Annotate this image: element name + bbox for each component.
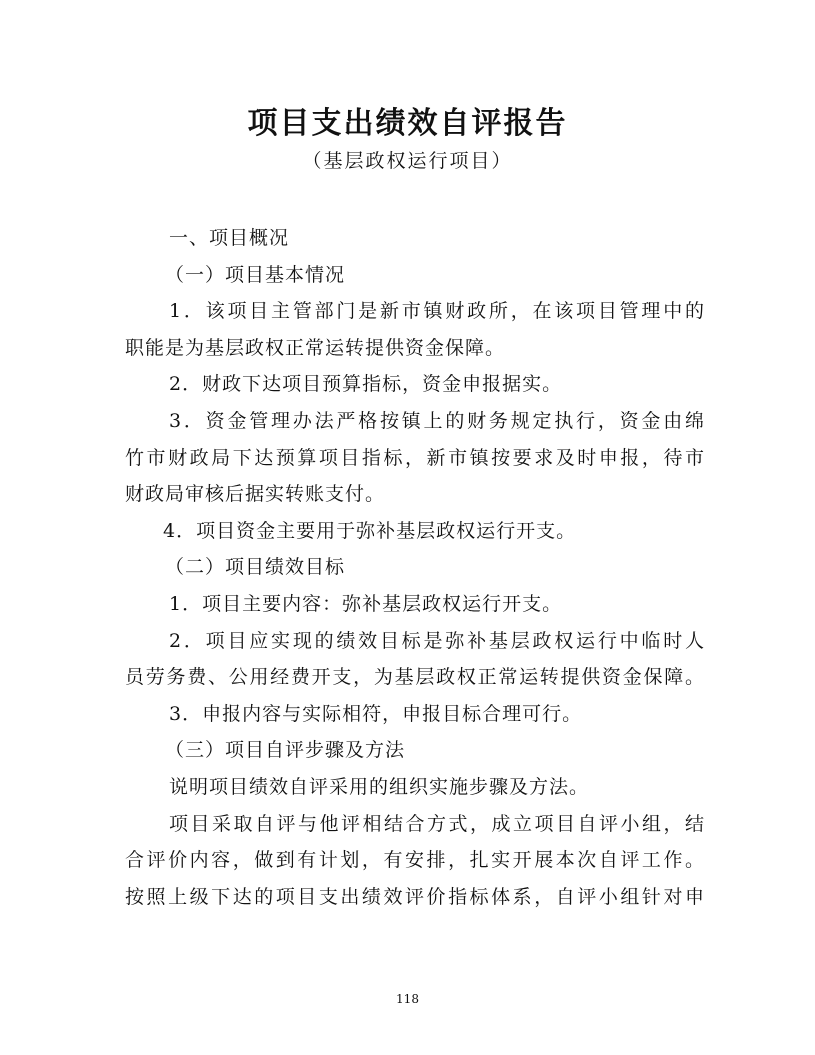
- text-line: 员劳务费、公用经费开支，为基层政权正常运转提供资金保障。: [125, 666, 705, 689]
- text-line: 说明项目绩效自评采用的组织实施步骤及方法。: [169, 775, 590, 798]
- text-line: 1．项目主要内容：弥补基层政权运行开支。: [169, 592, 563, 615]
- text-line: 1．该项目主管部门是新市镇财政所，在该项目管理中的: [169, 300, 705, 323]
- text-line: 4．项目资金主要用于弥补基层政权运行开支。: [163, 519, 577, 542]
- text-line: 职能是为基层政权正常运转提供资金保障。: [125, 336, 506, 359]
- text-line: 竹市财政局下达预算项目指标，新市镇按要求及时申报，待市: [125, 446, 705, 469]
- text-line: （一）项目基本情况: [165, 263, 346, 286]
- text-line: 财政局审核后据实转账支付。: [125, 483, 386, 506]
- text-line: 按照上级下达的项目支出绩效评价指标体系，自评小组针对申: [125, 885, 705, 908]
- text-line: 3．申报内容与实际相符，申报目标合理可行。: [169, 702, 583, 725]
- page-number: 118: [396, 992, 419, 1006]
- text-line: （二）项目绩效目标: [165, 556, 346, 579]
- document-body: [125, 220, 705, 915]
- text-line: 一、项目概况: [169, 227, 290, 249]
- text-line: 项目采取自评与他评相结合方式，成立项目自评小组，结: [169, 812, 705, 835]
- document-subtitle: （基层政权运行项目）: [302, 150, 513, 172]
- text-line: 2．财政下达项目预算指标，资金申报据实。: [169, 373, 563, 396]
- text-line: 3．资金管理办法严格按镇上的财务规定执行，资金由绵: [169, 409, 705, 432]
- text-line: （三）项目自评步骤及方法: [165, 739, 406, 762]
- document-title: 项目支出绩效自评报告: [247, 106, 568, 141]
- text-line: 合评价内容，做到有计划，有安排，扎实开展本次自评工作。: [125, 849, 705, 872]
- text-line: 2．项目应实现的绩效目标是弥补基层政权运行中临时人: [169, 629, 705, 652]
